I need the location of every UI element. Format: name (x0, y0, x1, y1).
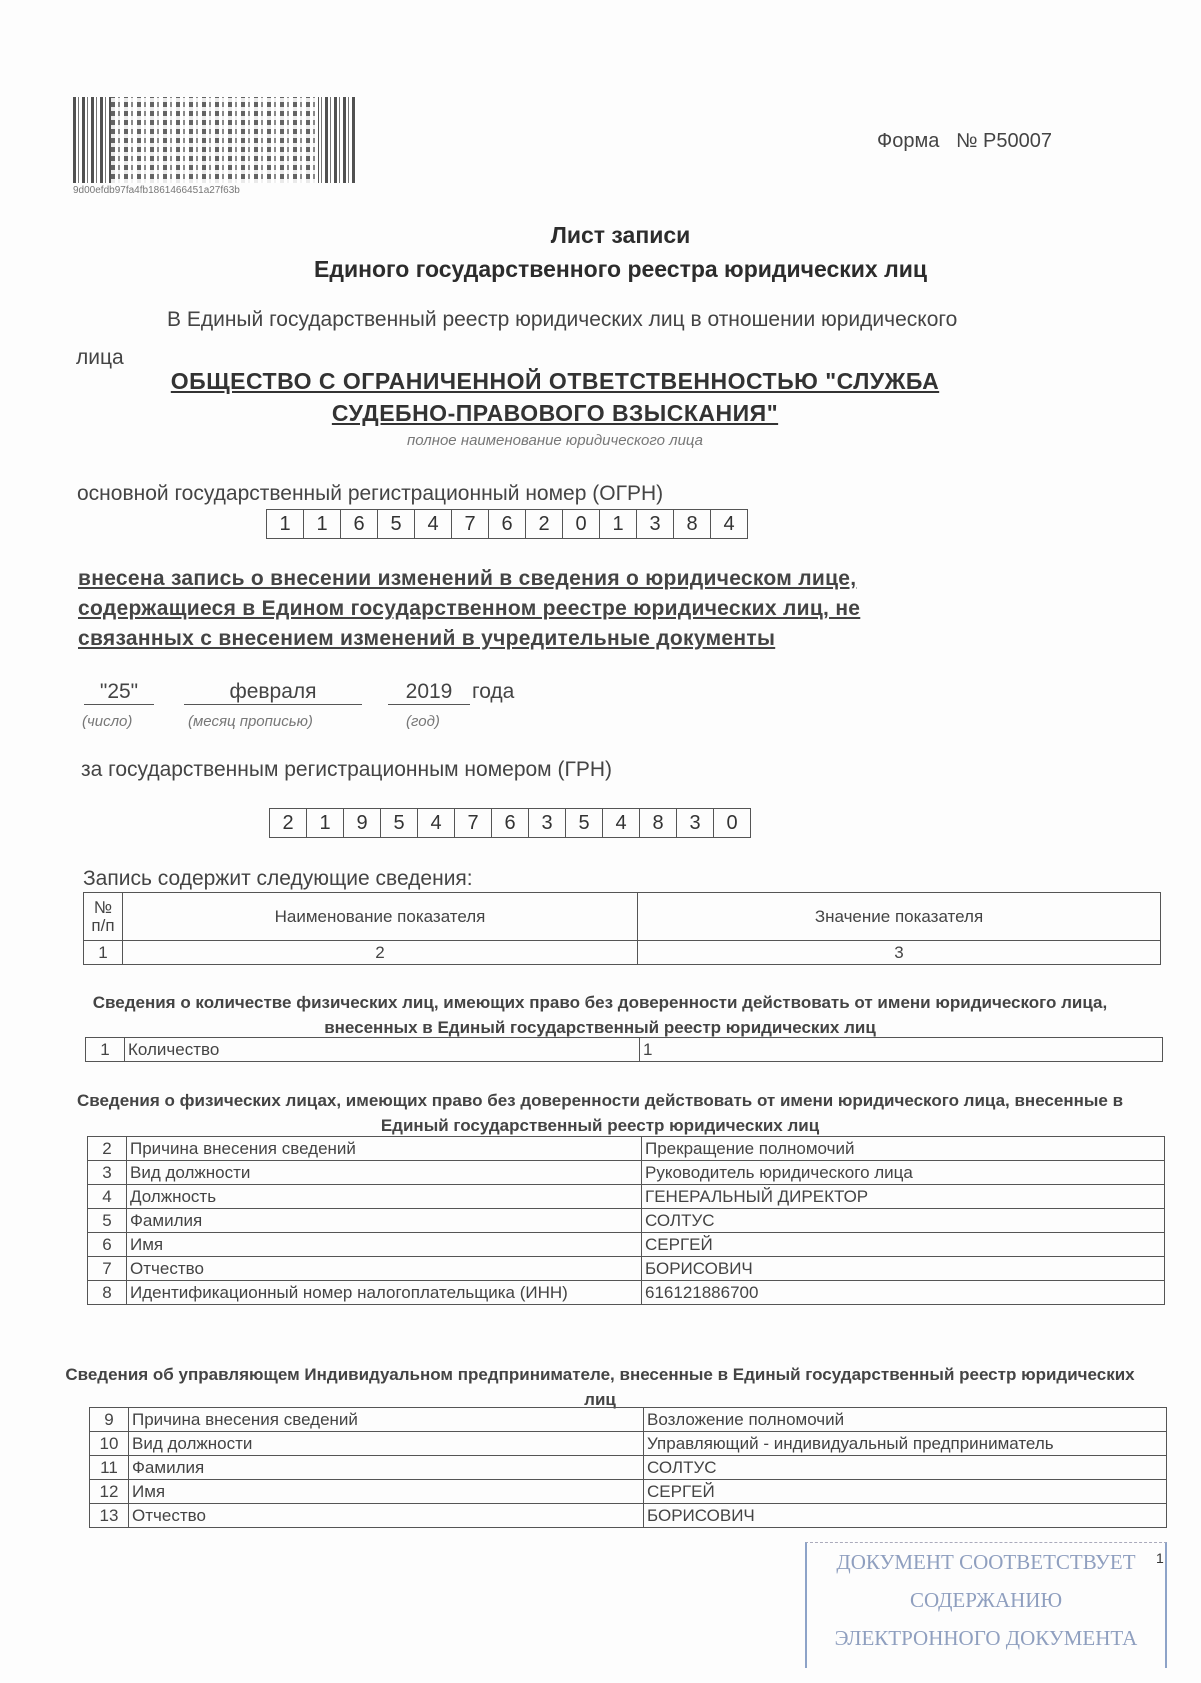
digit-box: 1 (266, 509, 304, 539)
row-value: СОЛТУС (642, 1209, 1165, 1233)
col-index-2: 2 (123, 941, 638, 965)
row-number: 6 (88, 1233, 127, 1257)
row-indicator: Должность (127, 1185, 642, 1209)
row-value: Возложение полномочий (644, 1408, 1167, 1432)
section-heading: Сведения об управляющем Индивидуальном предпринимателе, внесенные в Единый государственный реестр юридических лиц (65, 1365, 1135, 1409)
doc-title: Лист записи (550, 222, 691, 248)
row-number: 3 (88, 1161, 127, 1185)
year-caption: (год) (406, 713, 440, 730)
table-row (90, 1408, 1167, 1432)
row-value: БОРИСОВИЧ (642, 1257, 1165, 1281)
digit-box: 3 (676, 808, 714, 838)
table-row (90, 1432, 1167, 1456)
digit-box: 4 (417, 808, 455, 838)
row-number: 5 (88, 1209, 127, 1233)
digit-box: 0 (713, 808, 751, 838)
barcode (73, 97, 356, 183)
grn-label: за государственным регистрационным номером (ГРН) (81, 758, 612, 781)
row-value: БОРИСОВИЧ (644, 1504, 1167, 1528)
section-table (87, 1136, 1165, 1305)
row-indicator: Количество (125, 1038, 640, 1062)
row-value: 616121886700 (642, 1281, 1165, 1305)
table-row (88, 1161, 1165, 1185)
intro-text-cont: лица (76, 346, 124, 369)
row-number: 13 (90, 1504, 129, 1528)
row-indicator: Имя (127, 1233, 642, 1257)
grn-digits (270, 808, 751, 838)
col-value-header: Значение показателя (638, 893, 1161, 941)
digit-box: 6 (491, 808, 529, 838)
ogrn-label: основной государственный регистрационный номер (ОГРН) (77, 482, 664, 505)
row-value: Управляющий - индивидуальный предприниматель (644, 1432, 1167, 1456)
conformity-stamp (805, 1542, 1167, 1668)
table-row (88, 1185, 1165, 1209)
row-value: ГЕНЕРАЛЬНЫЙ ДИРЕКТОР (642, 1185, 1165, 1209)
entry-text-line3: связанных с внесением изменений в учредительные документы (78, 627, 776, 650)
digit-box: 1 (599, 509, 637, 539)
row-number: 7 (88, 1257, 127, 1281)
row-number: 11 (90, 1456, 129, 1480)
table-row (88, 1233, 1165, 1257)
row-indicator: Имя (129, 1480, 644, 1504)
table-row (90, 1456, 1167, 1480)
row-number: 2 (88, 1137, 127, 1161)
col-index-3: 3 (638, 941, 1161, 965)
digit-box: 0 (562, 509, 600, 539)
day-caption: (число) (82, 713, 133, 730)
row-indicator: Причина внесения сведений (129, 1408, 644, 1432)
row-indicator: Вид должности (129, 1432, 644, 1456)
row-indicator: Вид должности (127, 1161, 642, 1185)
doc-subtitle: Единого государственного реестра юридических лиц (314, 256, 927, 282)
row-indicator: Отчество (127, 1257, 642, 1281)
row-value: СОЛТУС (644, 1456, 1167, 1480)
row-value: Руководитель юридического лица (642, 1161, 1165, 1185)
digit-box: 2 (269, 808, 307, 838)
digit-box: 7 (454, 808, 492, 838)
date-day: "25" (84, 680, 154, 705)
contents-label: Запись содержит следующие сведения: (83, 867, 473, 890)
digit-box: 6 (488, 509, 526, 539)
digit-box: 2 (525, 509, 563, 539)
digit-box: 5 (565, 808, 603, 838)
form-number: Форма № Р50007 (877, 130, 1052, 152)
digit-box: 1 (303, 509, 341, 539)
digit-box: 3 (636, 509, 674, 539)
row-number: 8 (88, 1281, 127, 1305)
section-heading: Сведения о количестве физических лиц, имеющих право без доверенности действовать от имени юридического лица, внесенных в Единый государственный реестр юридических лиц (92, 993, 1108, 1037)
month-caption: (месяц прописью) (188, 713, 313, 730)
table-row (90, 1480, 1167, 1504)
row-indicator: Идентификационный номер налогоплательщика (ИНН) (127, 1281, 642, 1305)
digit-box: 7 (451, 509, 489, 539)
row-number: 10 (90, 1432, 129, 1456)
row-indicator: Фамилия (129, 1456, 644, 1480)
table-row (88, 1281, 1165, 1305)
row-indicator: Отчество (129, 1504, 644, 1528)
digit-box: 4 (414, 509, 452, 539)
table-row (88, 1209, 1165, 1233)
stamp-line3: ЭЛЕКТРОННОГО ДОКУМЕНТА (834, 1626, 1138, 1650)
barcode-code: 9d00efdb97fa4fb1861466451a27f63b (73, 185, 240, 196)
stamp-line1: ДОКУМЕНТ СООТВЕТСТВУЕТ (836, 1550, 1136, 1574)
date-suffix: года (472, 680, 515, 703)
digit-box: 5 (380, 808, 418, 838)
row-number: 1 (86, 1038, 125, 1062)
digit-box: 1 (306, 808, 344, 838)
intro-text: В Единый государственный реестр юридических лиц в отношении юридического (167, 308, 958, 331)
section-table (85, 1037, 1163, 1062)
row-indicator: Фамилия (127, 1209, 642, 1233)
digit-box: 6 (340, 509, 378, 539)
row-value: Прекращение полномочий (642, 1137, 1165, 1161)
col-number-header: № п/п (84, 893, 123, 941)
entry-text-line1: внесена запись о внесении изменений в сведения о юридическом лице, (78, 567, 857, 590)
row-number: 9 (90, 1408, 129, 1432)
page-number: 1 (1156, 1550, 1164, 1566)
digit-box: 8 (673, 509, 711, 539)
digit-box: 8 (639, 808, 677, 838)
row-indicator: Причина внесения сведений (127, 1137, 642, 1161)
company-name-line2: СУДЕБНО-ПРАВОВОГО ВЗЫСКАНИЯ" (331, 400, 779, 426)
row-value: СЕРГЕЙ (644, 1480, 1167, 1504)
row-value: СЕРГЕЙ (642, 1233, 1165, 1257)
company-name-line1: ОБЩЕСТВО С ОГРАНИЧЕННОЙ ОТВЕТСТВЕННОСТЬЮ "СЛУЖБА (170, 368, 940, 394)
table-row (88, 1137, 1165, 1161)
date-month: февраля (184, 680, 362, 705)
section-heading: Сведения о физических лицах, имеющих право без доверенности действовать от имени юридического лица, внесенные в Единый государственный реестр юридических лиц (76, 1091, 1124, 1135)
digit-box: 4 (602, 808, 640, 838)
company-name-caption: полное наименование юридического лица (406, 432, 704, 449)
digit-box: 3 (528, 808, 566, 838)
col-index-1: 1 (84, 941, 123, 965)
table-row (88, 1257, 1165, 1281)
digit-box: 9 (343, 808, 381, 838)
ogrn-digits (267, 509, 748, 539)
digit-box: 5 (377, 509, 415, 539)
header-table (83, 892, 1161, 965)
digit-box: 4 (710, 509, 748, 539)
row-number: 12 (90, 1480, 129, 1504)
row-value: 1 (640, 1038, 1163, 1062)
section-table (89, 1407, 1167, 1528)
stamp-line2: СОДЕРЖАНИЮ (909, 1588, 1063, 1612)
row-number: 4 (88, 1185, 127, 1209)
col-name-header: Наименование показателя (123, 893, 638, 941)
table-row (90, 1504, 1167, 1528)
table-row (86, 1038, 1163, 1062)
date-year: 2019 (388, 680, 470, 705)
entry-text-line2: содержащиеся в Едином государственном реестре юридических лиц, не (78, 597, 861, 620)
